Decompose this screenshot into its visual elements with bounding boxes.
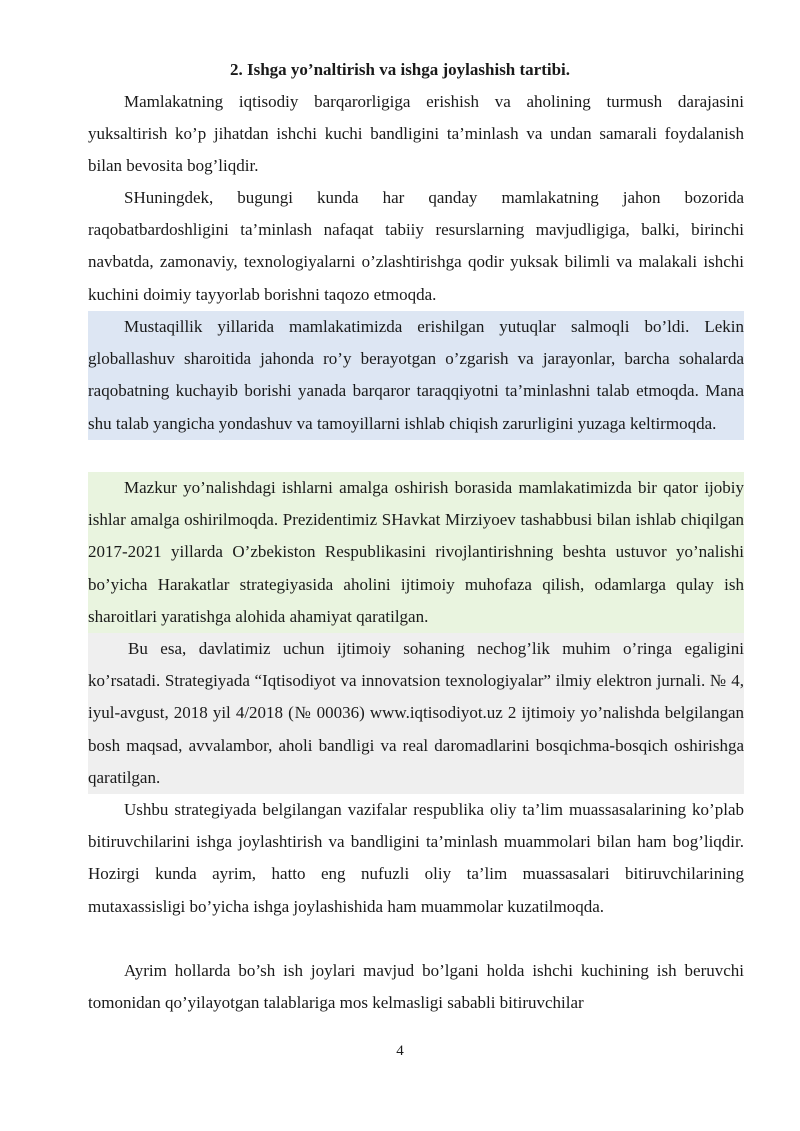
paragraph-7: Ayrim hollarda bo’sh ish joylari mavjud bo’lgani holda ishchi kuchining ish beruvchi tomonidan qo’yilayotgan talablariga mos kelmasligi sababli bitiruvchilar <box>88 961 744 1013</box>
paragraph-4-highlighted: Mazkur yo’nalishdagi ishlarni amalga oshirish borasida mamlakatimizda bir qator ijobiy ishlar amalga oshirilmoqda. Prezidentimiz SHavkat Mirziyoev tashabbusi bilan ishlab chiqilgan 2017-2021 yillarda O’zbekiston Respublikasini rivojlantirishning beshta ustuvor yo’nalishi bo’yicha Harakatlar strategiyasida aholini ijtimoiy muhofaza qilish, odamlarga qulay ish sharoitlari yaratishga alohida ahamiyat qaratilgan. <box>88 472 744 633</box>
paragraph-2: SHuningdek, bugungi kunda har qanday mamlakatning jahon bozorida raqobatbardoshligini ta’minlash nafaqat tabiiy resurslarning mavjudligiga, balki, birinchi navbatda, zamonaviy, texnologiyalarni o’zlashtirishga qodir yuksak bilimli va malakali ishchi kuchini doimiy tayyorlab borishni taqozo etmoqda. <box>88 188 744 304</box>
paragraph-1: Mamlakatning iqtisodiy barqarorligiga erishish va aholining turmush darajasini yuksaltirish ko’p jihatdan ishchi kuchi bandligini ta’minlash va undan samarali foydalanish bilan bevosita bog’liqdir. <box>88 92 744 176</box>
paragraph-5-highlighted: Bu esa, davlatimiz uchun ijtimoiy sohaning nechog’lik muhim o’ringa egaligini ko’rsatadi. Strategiyada “Iqtisodiyot va innovatsion texnologiyalar” ilmiy elektron jurnali. № 4, iyul-avgust, 2018 yil 4/2018 (№ 00036) www.iqtisodiyot.uz 2 ijtimoiy yo’nalishda belgilangan bosh maqsad, avvalambor, aholi bandligi va real daromadlarini bosqichma-bosqich oshirishga qaratilgan. <box>88 633 744 794</box>
paragraph-3-highlighted: Mustaqillik yillarida mamlakatimizda erishilgan yutuqlar salmoqli bo’ldi. Lekin globallashuv sharoitida jahonda ro’y berayotgan o’zgarish va jarayonlar, barcha sohalarda raqobatning kuchayib borishi yanada barqaror taraqqiyotni ta’minlashni talab etmoqda. Mana shu talab yangicha yondashuv va tamoyillarni ishlab chiqish zarurligini yuzaga keltirmoqda. <box>88 311 744 440</box>
page-number: 4 <box>396 1043 404 1059</box>
paragraph-6: Ushbu strategiyada belgilangan vazifalar respublika oliy ta’lim muassasalarining ko’plab bitiruvchilarini ishga joylashtirish va bandligini ta’minlash muammolari bilan ham bog’liqdir. Hozirgi kunda ayrim, hatto eng nufuzli oliy ta’lim muassasalari bitiruvchilarining mutaxassisligi bo’yicha ishga joylashishida ham muammolar kuzatilmoqda. <box>88 800 744 916</box>
section-title: 2. Ishga yo’naltirish va ishga joylashish tartibi. <box>229 60 571 79</box>
